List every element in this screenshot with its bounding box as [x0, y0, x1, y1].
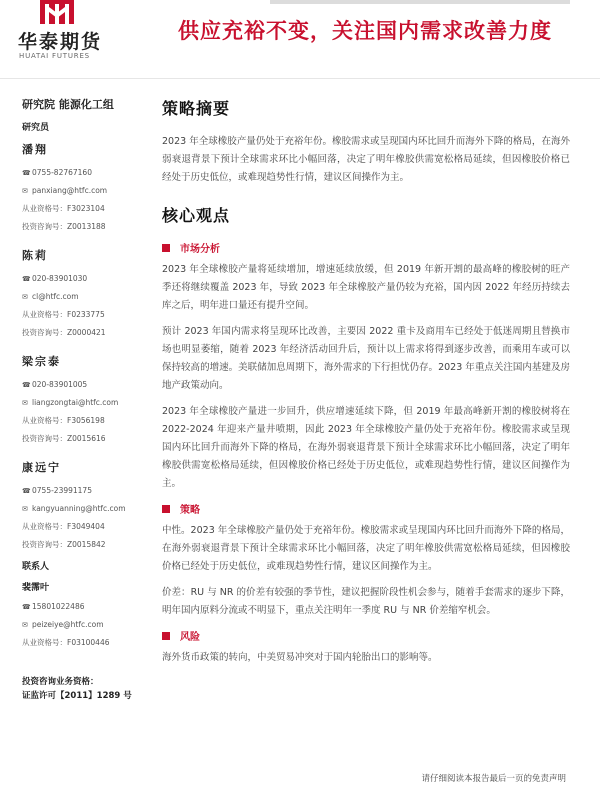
contact-heading: 联系人	[22, 562, 50, 572]
email-icon: ✉	[22, 621, 28, 629]
invest-line: 投资咨询号：Z0015842	[22, 540, 106, 549]
cert-line: 从业资格号：F3023104	[22, 204, 105, 213]
summary-paragraph: 2023 年全球橡胶产量仍处于充裕年份。橡胶需求或呈现国内环比回升而海外下降的格局，在海外弱衰退背景下预计全球需求环比小幅回落，决定了明年橡胶供需宽松格局延续，但因橡胶价格已经处于历史低位，或难现趋势性行情，建议区间操作为主。	[162, 136, 570, 183]
email-icon: ✉	[22, 399, 28, 407]
strategy-paragraph: 中性。2023 年全球橡胶产量仍处于充裕年份。橡胶需求或呈现国内环比回升而海外下降的格局，在海外弱衰退背景下预计全球需求环比小幅回落，决定了明年橡胶供需宽松格局延续，但因橡胶价格已经处于历史低位，或难现趋势性行情，建议区间操作为主。	[162, 525, 570, 572]
logo-english-text: HUATAI FUTURES	[19, 52, 90, 60]
risk-paragraph: 海外货币政策的转向，中美贸易冲突对于国内轮胎出口的影响等。	[162, 652, 438, 663]
email-icon: ✉	[22, 293, 28, 301]
disclaimer-note: 请仔细阅读本报告最后一页的免责声明	[421, 774, 566, 784]
phone-line: ☎0755-82767160	[22, 168, 92, 177]
invest-line: 投资咨询号：Z0015616	[22, 434, 106, 443]
invest-line: 投资咨询号：Z0013188	[22, 222, 106, 231]
cert-line: 从业资格号：F3056198	[22, 416, 105, 425]
role-label: 研究员	[22, 123, 50, 133]
main-content	[162, 96, 570, 675]
market-paragraph: 2023 年全球橡胶产量将延续增加，增速延续放缓，但 2019 年新开割的最高峰的橡胶树的旺产季还将继续覆盖 2023 年，导致 2023 年全球橡胶产量仍较为充裕，国内因 2022 年经历持续去库之后，明年进口量还有提升空间。	[162, 264, 570, 311]
header-divider	[0, 78, 600, 79]
square-bullet-icon	[162, 632, 170, 640]
analyst-name: 梁宗泰	[22, 355, 61, 368]
huatai-logo-icon	[40, 0, 74, 24]
strategy-paragraph: 价差：RU 与 NR 的价差有较强的季节性，建议把握阶段性机会参与，随着手套需求的逐步下降，明年国内原料分流或不明显下，重点关注明年一季度 RU 与 NR 价差缩窄机会。	[162, 587, 570, 616]
cert-line: 从业资格号：F3049404	[22, 522, 105, 531]
phone-icon: ☎	[22, 381, 31, 389]
phone-icon: ☎	[22, 487, 31, 495]
report-title: 供应充裕不变，关注国内需求改善力度	[178, 19, 552, 43]
square-bullet-icon	[162, 244, 170, 252]
phone-line: ☎15801022486	[22, 602, 85, 611]
email-line[interactable]: ✉ peizeiye@htfc.com	[22, 620, 104, 629]
email-icon: ✉	[22, 505, 28, 513]
strategy-heading: 策略	[162, 501, 570, 516]
phone-line: ☎020-83901005	[22, 380, 88, 389]
license-line-1: 投资咨询业务资格：	[22, 677, 99, 687]
email-line[interactable]: ✉ kangyuanning@htfc.com	[22, 504, 126, 513]
market-analysis-heading: 市场分析	[162, 240, 570, 255]
market-paragraph: 预计 2023 年国内需求将呈现环比改善，主要因 2022 重卡及商用车已经处于低迷周期且替换市场也明显萎缩，随着 2023 年经济活动回升后，预计以上需求将得到逐步改善，而乘用车或可以保持较高的增速。美联储加息周期下，海外需求的下行担忧仍存。2023 年重点关注国内基建及房地产政策动向。	[162, 326, 570, 391]
email-icon: ✉	[22, 187, 28, 195]
core-title: 核心观点	[162, 206, 231, 225]
analyst-card	[22, 247, 142, 345]
license-line-2: 证监许可【2011】1289 号	[22, 691, 132, 701]
email-line[interactable]: ✉ cl@htfc.com	[22, 292, 79, 301]
department-label: 研究院 能源化工组	[22, 98, 114, 111]
cert-line: 从业资格号：F03100446	[22, 638, 110, 647]
email-line[interactable]: ✉ liangzongtai@htfc.com	[22, 398, 119, 407]
analyst-name: 康远宁	[22, 461, 61, 474]
license-info	[22, 675, 142, 703]
market-paragraph: 2023 年全球橡胶产量进一步回升，供应增速延续下降，但 2019 年最高峰新开割的橡胶树将在 2022-2024 年迎来产量井喷期，因此 2023 年全球橡胶产量仍处于充裕年份。橡胶需求或呈现国内环比回升而海外下降的格局，在海外弱衰退背景下预计全球需求环比小幅回落，决定了明年橡胶供需宽松格局延续，但因橡胶价格已经处于历史低位，或难现趋势性行情，建议区间操作为主。	[162, 406, 570, 489]
analyst-card	[22, 141, 142, 239]
analyst-sidebar	[22, 96, 142, 703]
email-line[interactable]: ✉ panxiang@htfc.com	[22, 186, 108, 195]
top-strip	[270, 0, 570, 4]
analyst-name: 潘翔	[22, 143, 48, 156]
risk-heading: 风险	[162, 628, 570, 643]
phone-icon: ☎	[22, 169, 31, 177]
logo-text: 华泰期货	[18, 31, 103, 53]
analyst-name: 陈莉	[22, 249, 48, 262]
analyst-card	[22, 459, 142, 557]
square-bullet-icon	[162, 505, 170, 513]
cert-line: 从业资格号：F0233775	[22, 310, 105, 319]
invest-line: 投资咨询号：Z0000421	[22, 328, 106, 337]
summary-title: 策略摘要	[162, 99, 231, 118]
phone-line: ☎020-83901030	[22, 274, 88, 283]
analyst-card	[22, 353, 142, 451]
contact-name: 裴霈叶	[22, 583, 50, 593]
phone-line: ☎0755-23991175	[22, 486, 92, 495]
report-header	[0, 0, 600, 78]
phone-icon: ☎	[22, 275, 31, 283]
phone-icon: ☎	[22, 603, 31, 611]
